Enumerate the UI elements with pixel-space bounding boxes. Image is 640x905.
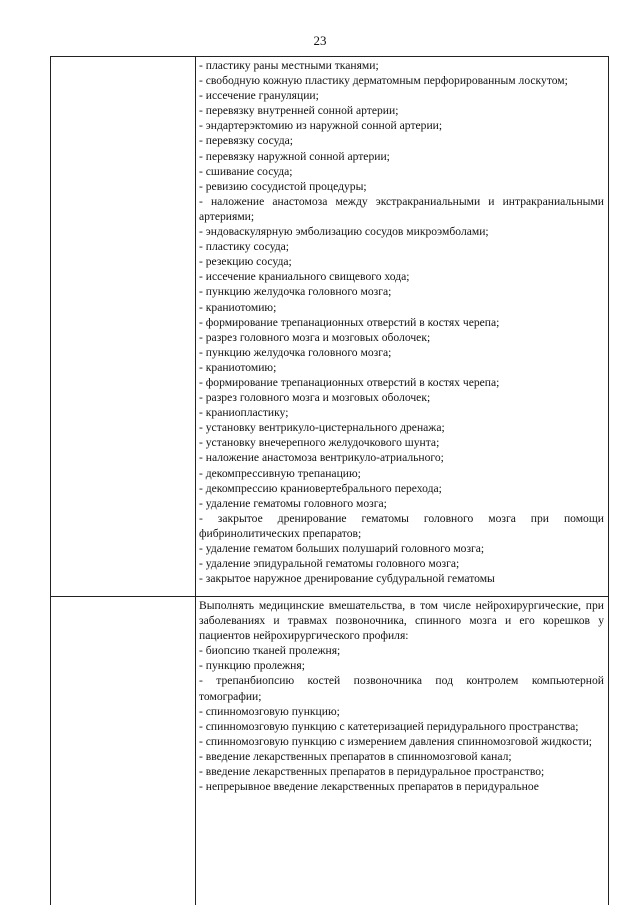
- list-item: - декомпрессивную трепанацию;: [199, 466, 361, 480]
- list-item: - разрез головного мозга и мозговых оболочек;: [199, 391, 431, 405]
- list-item: - наложение анастомоза вентрикуло-атриального;: [199, 451, 444, 465]
- list-item: - перевязку наружной сонной артерии;: [199, 149, 390, 163]
- list-item: - пункцию желудочка головного мозга;: [199, 285, 392, 299]
- table-border-top: [50, 56, 609, 57]
- list-item: - резекцию сосуда;: [199, 255, 292, 269]
- list-item: - сшивание сосуда;: [199, 164, 293, 178]
- list-item: - введение лекарственных препаратов в спинномозговой канал;: [199, 749, 512, 763]
- table-row-divider: [50, 596, 609, 597]
- list-item: - перевязку внутренней сонной артерии;: [199, 104, 399, 118]
- section-intro: Выполнять медицинские вмешательства, в том числе нейрохирургические, при заболеваниях и травмах позвоночника, спинного мозга и его корешков у пациентов нейрохирургического профиля:: [199, 599, 604, 643]
- list-item: - введение лекарственных препаратов в перидуральное пространство;: [199, 765, 545, 779]
- list-item: - краниотомию;: [199, 300, 277, 314]
- list-item: - спинномозговую пункцию;: [199, 704, 340, 718]
- list-item: - формирование трепанационных отверстий в костях черепа;: [199, 315, 500, 329]
- list-item: - спинномозговую пункцию с катетеризацией перидурального пространства;: [199, 719, 579, 733]
- list-item: - установку вентрикуло-цистернального дренажа;: [199, 421, 445, 435]
- list-item: - краниопластику;: [199, 406, 289, 420]
- table-border-right: [608, 56, 609, 905]
- list-item: - эндартерэктомию из наружной сонной артерии;: [199, 119, 443, 133]
- list-item: - установку внечерепного желудочкового шунта;: [199, 436, 440, 450]
- row1-procedures-cell: [199, 58, 604, 586]
- list-item: - формирование трепанационных отверстий в костях черепа;: [199, 375, 500, 389]
- list-item: - трепанбиопсию костей позвоночника под контролем компьютерной томографии;: [199, 674, 604, 703]
- list-item: - пункцию пролежня;: [199, 659, 305, 673]
- procedures-table: [50, 56, 609, 905]
- list-item: - декомпрессию краниовертебрального перехода;: [199, 481, 442, 495]
- list-item: - иссечение грануляции;: [199, 89, 319, 103]
- list-item: - непрерывное введение лекарственных препаратов в перидуральное: [199, 780, 539, 794]
- list-item: - эндоваскулярную эмболизацию сосудов микроэмболами;: [199, 225, 489, 239]
- list-item: - удаление гематомы головного мозга;: [199, 496, 387, 510]
- list-item: - закрытое дренирование гематомы головного мозга при помощи фибринолитических препаратов;: [199, 511, 604, 540]
- list-item: - разрез головного мозга и мозговых оболочек;: [199, 330, 431, 344]
- table-border-left: [50, 56, 51, 905]
- list-item: - удаление эпидуральной гематомы головного мозга;: [199, 557, 460, 571]
- list-item: - удаление гематом больших полушарий головного мозга;: [199, 542, 485, 555]
- list-item: - пункцию желудочка головного мозга;: [199, 345, 392, 359]
- list-item: - ревизию сосудистой процедуры;: [199, 179, 367, 193]
- list-item: - свободную кожную пластику дерматомным перфорированным лоскутом;: [199, 74, 568, 88]
- list-item: - закрытое наружное дренирование субдуральной гематомы: [199, 572, 495, 586]
- list-item: - биопсию тканей пролежня;: [199, 644, 341, 658]
- page-number: 23: [313, 33, 327, 48]
- list-item: - иссечение краниального свищевого хода;: [199, 270, 410, 284]
- list-item: - перевязку сосуда;: [199, 134, 294, 148]
- row2-procedures-cell: [199, 598, 604, 794]
- table-column-divider: [195, 56, 196, 905]
- list-item: - наложение анастомоза между экстракраниальными и интракраниальными артериями;: [199, 194, 604, 223]
- list-item: - краниотомию;: [199, 360, 277, 374]
- list-item: - пластику сосуда;: [199, 240, 290, 254]
- list-item: - спинномозговую пункцию с измерением давления спинномозговой жидкости;: [199, 734, 593, 748]
- list-item: - пластику раны местными тканями;: [199, 59, 379, 72]
